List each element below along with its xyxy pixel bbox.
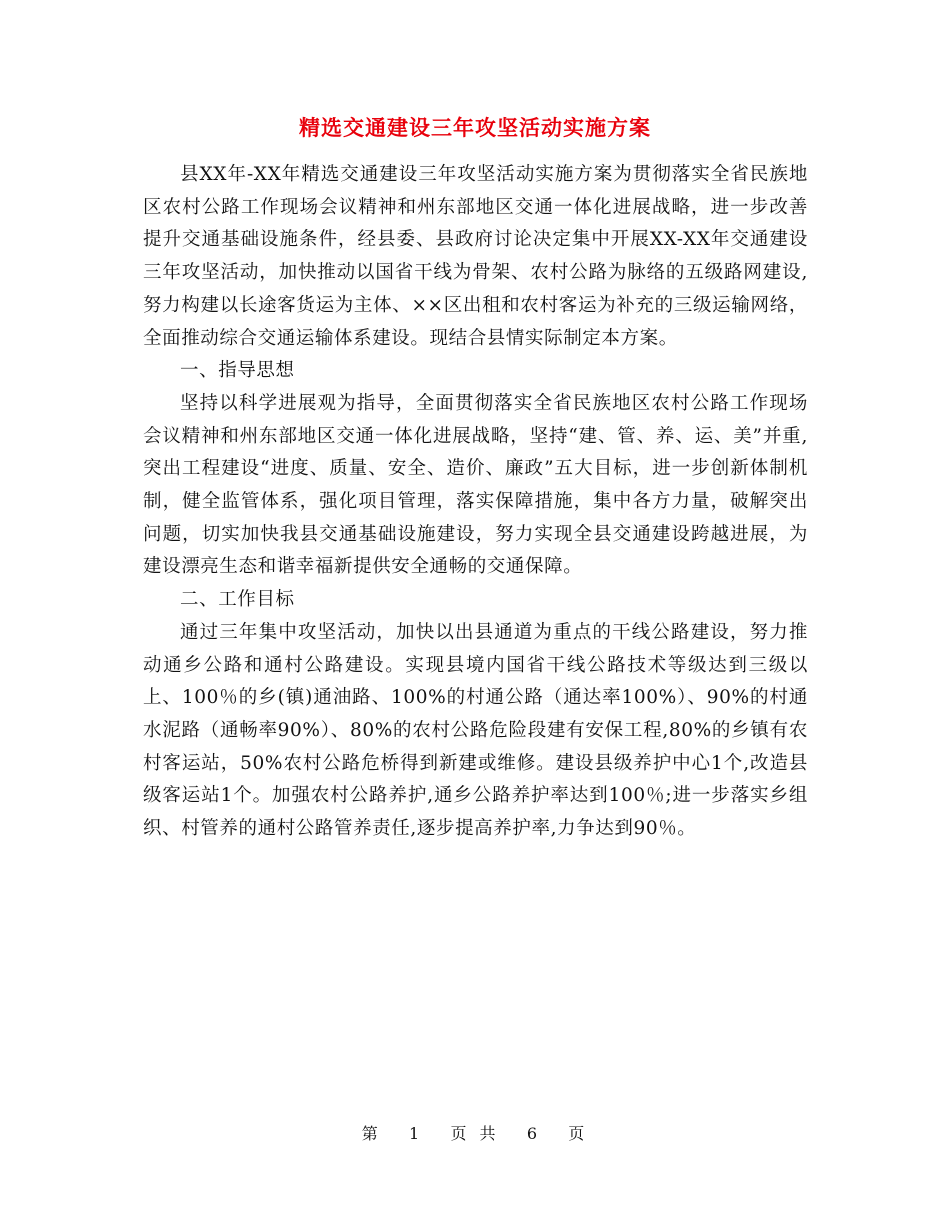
document-body (143, 159, 808, 846)
footer-prefix: 第 (361, 1124, 382, 1143)
section-heading-work-goals: 二、工作目标 (180, 589, 295, 611)
footer-page-number: 1 (408, 1124, 424, 1143)
document-title: 精选交通建设三年攻坚活动实施方案 (299, 115, 651, 140)
footer-suffix: 页 (568, 1124, 589, 1143)
footer-total-pages: 6 (526, 1124, 542, 1143)
page-footer (0, 1121, 950, 1144)
footer-middle: 页 共 (450, 1124, 500, 1143)
paragraph-work-goals: 通过三年集中攻坚活动，加快以出县通道为重点的干线公路建设，努力推动通乡公路和通村公路建设。实现县境内国省干线公路技术等级达到三级以上、100％的乡(镇)通油路、100%的村通公路（通达率100%）、90%的村通水泥路（通畅率90%）、80%的农村公路危险段建有安保工程,80%的乡镇有农村客运站，50%农村公路危桥得到新建或维修。建设县级养护中心1个,改造县级客运站1个。加强农村公路养护,通乡公路养护率达到100％;进一步落实乡组织、村管养的通村公路管养责任,逐步提高养护率,力争达到90％。 (143, 621, 808, 840)
section-heading-guiding-ideology: 一、指导思想 (180, 360, 295, 382)
paragraph-guiding-ideology: 坚持以科学进展观为指导，全面贯彻落实全省民族地区农村公路工作现场会议精神和州东部地区交通一体化进展战略，坚持“建、管、养、运、美”并重,突出工程建设“进度、质量、安全、造价、廉政”五大目标，进一步创新体制机制，健全监管体系，强化项目管理，落实保障措施，集中各方力量，破解突出问题，切实加快我县交通基础设施建设，努力实现全县交通建设跨越进展，为建设漂亮生态和谐幸福新提供安全通畅的交通保障。 (143, 392, 808, 578)
paragraph-intro: 县XX年-XX年精选交通建设三年攻坚活动实施方案为贯彻落实全省民族地区农村公路工作现场会议精神和州东部地区交通一体化进展战略，进一步改善提升交通基础设施条件，经县委、县政府讨论决定集中开展XX-XX年交通建设三年攻坚活动，加快推动以国省干线为骨架、农村公路为脉络的五级路网建设,努力构建以长途客货运为主体、××区出租和农村客运为补充的三级运输网络，全面推动综合交通运输体系建设。现结合县情实际制定本方案。 (143, 164, 808, 349)
